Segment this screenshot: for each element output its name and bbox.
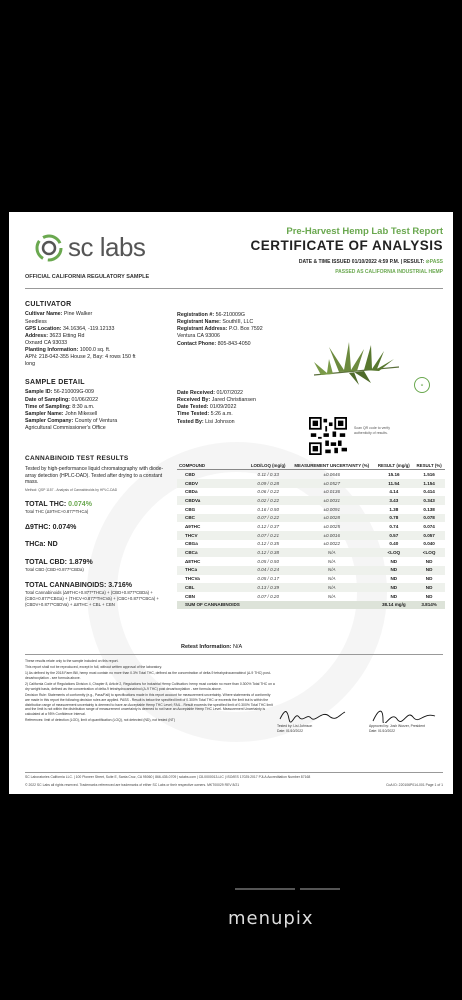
cultivator-value: Pine Walker (63, 311, 93, 318)
table-cell: ND (425, 593, 433, 599)
cultivator-value: long (25, 361, 36, 368)
received-key: Date Received: (177, 390, 217, 396)
table-row (177, 496, 445, 505)
table-cell: <LOQ (374, 548, 413, 557)
total-thc-value: 0.074% (68, 500, 92, 508)
table-cell: 0.343 (413, 496, 445, 505)
sum-cell (247, 601, 289, 610)
table-cell: CBC (177, 514, 247, 523)
sample-detail-section (25, 378, 175, 432)
table-cell: 1.516 (423, 471, 435, 477)
table-cell: ±0.0022 (323, 541, 341, 547)
table-cell: ND (425, 558, 433, 564)
table-cell: ±0.0527 (289, 479, 374, 488)
registration-line (177, 341, 307, 348)
table-cell: 0.057 (413, 531, 445, 540)
table-cell: 0.09 / 0.28 (247, 479, 289, 488)
issue-dateline (250, 259, 443, 265)
table-row (177, 488, 445, 497)
table-cell: ±0.0031 (289, 496, 374, 505)
registration-value: 805-843-4050 (217, 340, 251, 347)
table-cell: 0.04 / 0.24 (247, 566, 289, 575)
table-cell: CBGa (185, 541, 198, 547)
retest-info (181, 644, 242, 650)
qr-code-icon[interactable] (309, 417, 347, 455)
note-paragraph: 2) California Code of Regulations Division 4, Chapter 8, Article 2, Regulations for Industrial Hemp Cultivation: hemp must contain no more than 0.300% Total THC on a dry weight basis, defined as the concentration of delta-9 tetrahydrocannabinol (Δ-9 THC) post decarboxylation - see formula above. (25, 681, 275, 691)
sample-key: Sample ID: (25, 389, 54, 396)
cultivator-value: 34.16364, -119.12133 (62, 325, 115, 332)
divider-dash (235, 888, 295, 890)
pass-badge: ⊘PASS (425, 259, 443, 265)
footer-copyright: © 2022 SC Labs all rights reserved. Trademarks referenced are trademarks of either SC Labs or their respective owners. MKT00029 REV 8/21 (25, 783, 240, 787)
table-cell: 0.05 / 0.50 (257, 558, 280, 564)
total-cannabinoids: TOTAL CANNABINOIDS: 3.716% (25, 581, 132, 589)
table-cell: Δ8THC (185, 558, 201, 564)
table-cell: N/A (327, 576, 336, 582)
cultivator-section (25, 300, 165, 369)
table-cell: 0.74 (389, 524, 399, 529)
retest-value: N/A (232, 644, 243, 650)
registration-lines (177, 312, 307, 348)
sample-value: 56-210009G-009 (53, 389, 94, 396)
sum-cell: 38.14 mg/g (374, 601, 413, 610)
cultivator-value: Oxnard CA 93033 (25, 340, 68, 346)
cultivator-line (25, 326, 165, 333)
table-cell: ND (374, 566, 413, 575)
table-cell: 0.11 / 0.33 (257, 471, 279, 477)
column-header: RESULT (mg/g) (374, 462, 413, 470)
table-cell: 4.14 (389, 489, 399, 495)
sample-line (25, 418, 175, 425)
cultivator-value: 1000.0 sq. ft. (79, 347, 111, 354)
registration-line (177, 333, 307, 340)
table-cell: 0.16 / 0.50 (257, 506, 280, 512)
table-cell: N/A (327, 558, 336, 564)
table-row (177, 592, 445, 601)
table-cell: THCa (177, 566, 247, 575)
passed-line: PASSED AS CALIFORNIA INDUSTRIAL HEMP (335, 269, 443, 275)
table-cell: N/A (289, 583, 374, 592)
sum-row (177, 601, 445, 610)
table-row (177, 531, 445, 540)
sample-detail-title: SAMPLE DETAIL (25, 379, 85, 386)
table-cell: 0.12 / 0.38 (247, 548, 289, 557)
dateline-text: DATE & TIME ISSUED 01/10/2022 4:59 P.M. | RESULT: (298, 259, 425, 265)
signature-approved-role: Approved by: Josh Wurzer, President (369, 724, 425, 729)
table-cell: 0.040 (423, 541, 435, 547)
table-cell: <LOQ (413, 548, 445, 557)
table-cell: 0.078 (413, 514, 445, 523)
sample-key: Date of Sampling: (25, 396, 72, 403)
method-description: Tested by high-performance liquid chromatography with diode-array detection (HPLC-DAD). Tested after drying to a constant mass. (25, 465, 164, 486)
cultivator-value: APN: 218-042-355 House 2, Bay: 4 rows 150 ft (25, 354, 136, 361)
cultivator-line (25, 333, 165, 340)
sample-value: County of Ventura (74, 418, 118, 424)
table-cell: N/A (289, 566, 374, 575)
retest-label: Retest Information: (181, 644, 232, 650)
sample-value: Agricultural Commissioner's Office (25, 425, 106, 432)
table-row (177, 505, 445, 514)
signature-approved-date: Date: 01/10/2022 (369, 728, 396, 733)
column-header: LOD/LOQ (mg/g) (247, 462, 289, 470)
received-line (177, 404, 307, 411)
sample-line (25, 389, 175, 396)
received-line (177, 419, 307, 426)
report-notes (25, 659, 275, 724)
table-cell: THCV (177, 531, 247, 540)
table-cell: 0.414 (423, 489, 435, 495)
total-thc (25, 500, 173, 509)
total-cbd: TOTAL CBD: 1.879% (25, 558, 93, 566)
table-cell: 0.57 (374, 531, 413, 540)
signature-tested-date: Date: 01/10/2022 (277, 728, 304, 733)
footer-divider (25, 772, 443, 773)
column-header: MEASUREMENT UNCERTAINTY (%) (289, 462, 374, 470)
table-cell: ±0.0025 (323, 524, 341, 529)
column-header: COMPOUND (177, 462, 247, 470)
registration-key: Contact Phone: (177, 340, 218, 347)
footer-coa-id: CoA ID: 220106P014-001 Page 1 of 1 (386, 783, 443, 787)
table-cell: CBD (185, 471, 195, 477)
table-cell: ±0.0091 (323, 506, 341, 512)
table-cell: CBN (185, 593, 195, 599)
table-row (177, 522, 445, 531)
table-cell: ±0.0646 (323, 471, 341, 477)
note-paragraph: This report shall not be reproduced, except in full, without written approval of the laboratory. (25, 664, 162, 669)
received-line (177, 390, 307, 397)
table-cell: 0.07 / 0.22 (247, 514, 289, 523)
table-cell: ND (425, 576, 433, 582)
table-cell: 0.78 (374, 514, 413, 523)
signature-approved-by (369, 707, 439, 733)
certificate-page (9, 212, 453, 794)
note-paragraph: Decision Rule: Statements of conformity (e.g., Pass/Fail) to specifications made in this report account for measurement uncertainty. Where statements of conformity are made in this report the following decision rules are applied. PASS - Result is below the specified limit of 0.300% Total THC or exceeds the limit but is within the distribution range of measurement uncertainty is deemed to have an Acceptable Hemp THC Level; FAIL - Result exceeds the specified limit of 0.300% Total THC limit and the limit is not within the distribution range of measurement uncertainty is deemed to not have an Acceptable Hemp THC Level. Measurement Uncertainty is calculated at a 95% Confidence Interval. (25, 692, 273, 717)
sample-key: Sampler Company: (25, 418, 75, 424)
total-thc-formula: Total THC (Δ9THC+0.877*THCa) (25, 509, 89, 515)
registration-line (177, 319, 307, 326)
table-cell: 0.02 / 0.22 (247, 496, 289, 505)
cultivator-value: Seedless (25, 318, 47, 325)
received-key: Time Tested: (177, 411, 211, 418)
received-key: Received By: (177, 397, 212, 404)
qr-caption: Scan QR code to verify authenticity of results. (354, 426, 390, 435)
hemp-plant-image (309, 337, 404, 387)
sample-key: Time of Sampling: (25, 403, 73, 410)
table-cell: 0.07 / 0.20 (257, 593, 280, 599)
thca-value: THCa: ND (25, 541, 58, 549)
cultivator-key: Address: (25, 332, 50, 339)
cultivator-lines (25, 311, 165, 368)
official-sample-label: OFFICIAL CALIFORNIA REGULATORY SAMPLE (25, 274, 150, 280)
report-title: CERTIFICATE OF ANALYSIS (250, 238, 443, 253)
received-section (177, 390, 307, 426)
divider-dash (300, 888, 340, 890)
received-value: 01/07/2022 (216, 390, 243, 396)
table-cell: 0.06 / 0.22 (257, 489, 280, 495)
cultivator-title: CULTIVATOR (25, 301, 72, 308)
registration-line (177, 326, 307, 333)
sample-lines (25, 389, 175, 432)
cultivator-line (25, 340, 165, 347)
sc-labs-logo-icon (34, 233, 64, 263)
received-line (177, 411, 307, 418)
table-cell: CBDa (185, 489, 198, 495)
cultivator-line (25, 319, 165, 326)
sum-cell: 3.814% (413, 601, 445, 610)
signature-image (277, 707, 347, 723)
table-cell: 0.138 (423, 506, 435, 512)
registration-section (177, 312, 307, 348)
received-lines (177, 390, 307, 426)
cultivator-line (25, 361, 165, 368)
table-cell: CBDVa (177, 496, 247, 505)
results-table (177, 462, 445, 609)
table-cell: 1.154 (413, 479, 445, 488)
footer-line-2 (25, 783, 443, 787)
table-cell: N/A (289, 548, 374, 557)
sample-key: Sampler Name: (25, 410, 66, 417)
cannabinoid-summary (25, 455, 173, 608)
cultivator-line (25, 347, 165, 354)
table-cell: CBG (185, 506, 196, 512)
table-row (177, 470, 445, 479)
registration-value: 56-210009G (215, 312, 246, 318)
table-cell: ±0.0016 (289, 531, 374, 540)
table-row (177, 566, 445, 575)
brand-watermark: menupix (228, 908, 314, 929)
table-row (177, 479, 445, 488)
table-cell: 0.074 (423, 524, 435, 529)
sum-cell: SUM OF CANNABINOIDS (177, 601, 247, 610)
cultivator-key: Planting Information: (25, 347, 80, 354)
cultivator-key: Cultivar Name: (25, 311, 64, 318)
table-cell: 0.07 / 0.21 (247, 531, 289, 540)
column-header: RESULT (%) (413, 462, 445, 470)
table-header-row (177, 462, 445, 470)
table-cell: ND (413, 566, 445, 575)
table-cell: ND (390, 593, 398, 599)
pass-text: PASS (429, 259, 443, 265)
total-cbd-formula: Total CBD (CBD+0.877*CBDa) (25, 567, 84, 573)
cultivator-value: 3623 Etting Rd (49, 332, 85, 339)
registration-value: P.O. Box 7592 (228, 326, 263, 333)
table-cell: ND (390, 576, 398, 582)
table-row (177, 548, 445, 557)
table-cell: 3.43 (374, 496, 413, 505)
note-paragraph: 1) As defined by the 2018 Farm Bill, hemp must contain no more than 0.3% Total THC, defined as the concentration of delta-9 tetrahydrocannabinol (Δ-9 THC) post-decarboxylation - see formula above. (25, 670, 271, 680)
registration-line (177, 312, 307, 319)
cannabinoid-title: CANNABINOID TEST RESULTS (25, 455, 129, 462)
sc-labs-logo (34, 232, 145, 263)
sample-value: John Mikesell (65, 410, 98, 417)
notes-divider (25, 654, 443, 655)
total-thc-label: TOTAL THC: (25, 500, 67, 508)
registration-key: Registrant Name: (177, 319, 223, 326)
registration-key: Registrant Address: (177, 326, 229, 333)
received-value: Jared Christiansen (211, 397, 256, 404)
sample-line (25, 397, 175, 404)
sample-value: 01/06/2022 (71, 396, 99, 403)
signature-tested-role: Tested by: Lisi Johnson (277, 724, 313, 729)
footer-address: SC Laboratories California LLC. | 100 Pioneer Street, Suite E, Santa Cruz, CA 95060 | 866-435-0709 | sclabs.com | C8-0000013-LIC | ISO/IES 17025:2017 PJLA Accreditation Number 87168 (25, 775, 311, 779)
received-line (177, 397, 307, 404)
table-cell: 0.13 / 0.39 (247, 583, 289, 592)
received-value: 01/09/2022 (209, 404, 237, 411)
received-key: Tested By: (177, 418, 206, 425)
table-row (177, 540, 445, 549)
note-paragraph: References: limit of detection (LOD), limit of quantification (LOQ), not detected (ND), not tested (NT) (25, 718, 175, 723)
registration-value: Ventura CA 93006 (177, 333, 220, 340)
received-key: Date Tested: (177, 404, 210, 411)
table-cell: 1.38 (389, 506, 399, 512)
method-reference: Method: QSP 1157 - Analysis of Cannabinoids by HPLC-DAD (25, 488, 118, 493)
report-header (250, 226, 443, 275)
table-row (177, 583, 445, 592)
table-cell: 0.12 / 0.37 (257, 524, 280, 529)
registration-value: SouthIII, LLC (222, 319, 254, 326)
signature-image (369, 707, 439, 723)
cultivator-key: GPS Location: (25, 325, 63, 332)
table-cell: THCVa (185, 576, 200, 582)
table-cell: ±0.0136 (323, 489, 341, 495)
registration-key: Registration #: (177, 312, 216, 318)
sum-cell (289, 601, 374, 610)
sample-line (25, 404, 175, 411)
table-row (177, 575, 445, 584)
table-cell: ND (413, 583, 445, 592)
table-cell: ±0.0028 (289, 514, 374, 523)
sample-value: 8:30 a.m. (72, 403, 95, 410)
received-value: Lisi Johnson (205, 418, 235, 425)
footer-line-1 (25, 775, 443, 779)
table-cell: 0.05 / 0.17 (257, 576, 280, 582)
table-cell: N/A (327, 593, 336, 599)
table-cell: CBDV (177, 479, 247, 488)
hemp-badge-icon: ❀ (414, 377, 430, 393)
cultivator-line (25, 311, 165, 318)
table-cell: ND (390, 558, 398, 564)
table-body (177, 470, 445, 610)
table-cell: 0.12 / 0.35 (257, 541, 280, 547)
header-divider (25, 288, 443, 289)
total-cannabinoids-formula: Total Cannabinoids (Δ9THC+0.877*THCa) + (CBD+0.877*CBDa) + (CBG+0.877*CBGa) + (THCV+0.877*THCVa) + (CBC+0.877*CBCa) + (CBDV+0.877*CBDVa) + Δ8THC + CBL + CBN (25, 590, 159, 608)
table-cell: Δ9THC (185, 524, 201, 529)
signature-tested-by (277, 707, 347, 733)
table-cell: ND (374, 583, 413, 592)
table-cell: 11.54 (374, 479, 413, 488)
table-row (177, 557, 445, 566)
logo-text: sc labs (68, 232, 146, 262)
table-cell: CBCa (177, 548, 247, 557)
table-row (177, 514, 445, 523)
d9thc-value: Δ9THC: 0.074% (25, 523, 77, 531)
table-cell: CBL (177, 583, 247, 592)
table-cell: 15.16 (388, 471, 400, 477)
table-cell: 0.40 (389, 541, 399, 547)
sample-line (25, 411, 175, 418)
sample-line (25, 425, 175, 432)
note-paragraph: These results relate only to the sample included on this report. (25, 659, 119, 663)
cultivator-line (25, 354, 165, 361)
report-pre-title: Pre-Harvest Hemp Lab Test Report (286, 226, 443, 237)
received-value: 5:26 a.m. (210, 411, 233, 418)
